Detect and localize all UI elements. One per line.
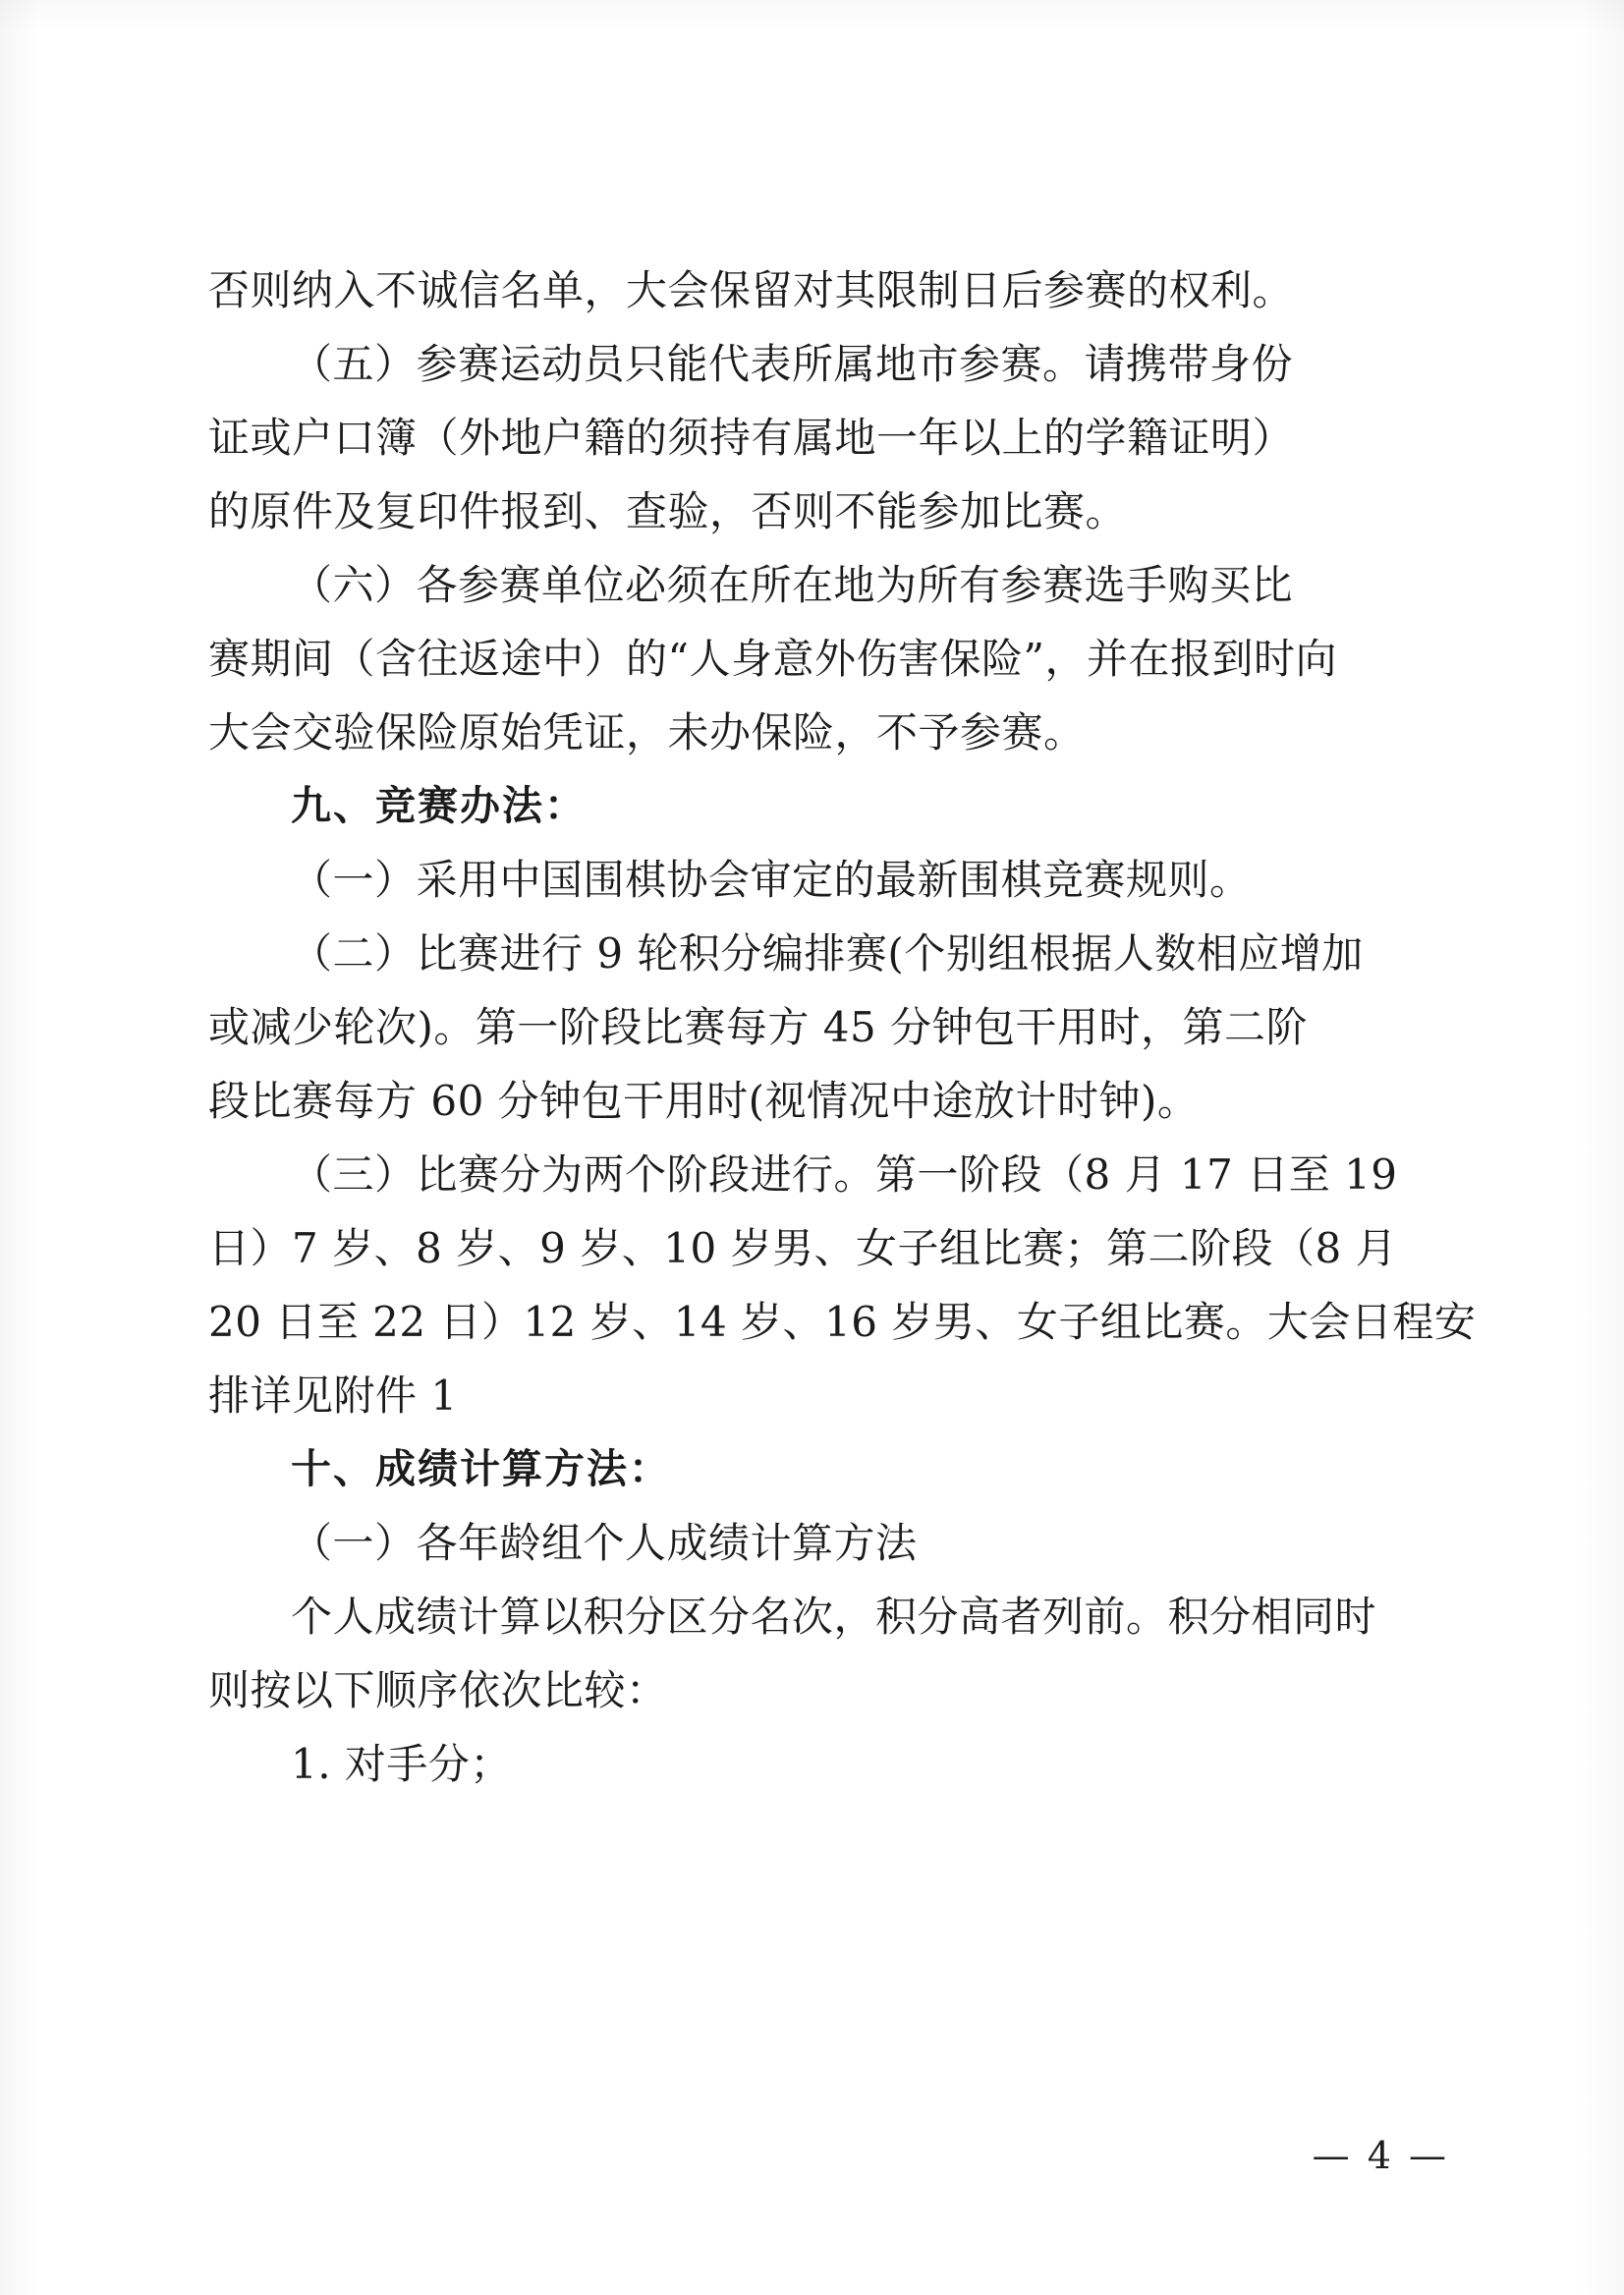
text-line: （一）各年龄组个人成绩计算方法 <box>291 1519 918 1567</box>
text-line: 个人成绩计算以积分区分名次，积分高者列前。积分相同时 <box>291 1593 1377 1641</box>
page-body <box>208 253 1477 1801</box>
text-line: 日）7 岁、8 岁、9 岁、10 岁男、女子组比赛；第二阶段（8 月 <box>208 1224 1398 1272</box>
text-line: （六）各参赛单位必须在所在地为所有参赛选手购买比 <box>291 561 1294 609</box>
text-line: 排详见附件 1 <box>208 1371 458 1420</box>
text-line: 证或户口簿（外地户籍的须持有属地一年以上的学籍证明） <box>208 414 1295 462</box>
text-line: 或减少轮次)。第一阶段比赛每方 45 分钟包干用时，第二阶 <box>208 1003 1309 1051</box>
text-line: （三）比赛分为两个阶段进行。第一阶段（8 月 17 日至 19 <box>291 1150 1398 1199</box>
text-line: 大会交验保险原始凭证，未办保险，不予参赛。 <box>208 708 1086 756</box>
text-line: （二）比赛进行 9 轮积分编排赛(个别组根据人数相应增加 <box>291 929 1364 978</box>
text-line: 的原件及复印件报到、查验，否则不能参加比赛。 <box>208 487 1128 535</box>
heading-line: 九、竞赛办法： <box>291 782 587 829</box>
text-line: 1. 对手分； <box>291 1740 512 1788</box>
heading-line: 十、成绩计算方法： <box>291 1445 671 1492</box>
text-line: 则按以下顺序依次比较： <box>208 1666 668 1714</box>
text-line: 段比赛每方 60 分钟包干用时(视情况中途放计时钟)。 <box>208 1077 1200 1125</box>
text-line: 20 日至 22 日）12 岁、14 岁、16 岁男、女子组比赛。大会日程安 <box>208 1298 1477 1346</box>
page-number: — 4 — <box>1312 2134 1449 2177</box>
text-line: （五）参赛运动员只能代表所属地市参赛。请携带身份 <box>291 340 1294 388</box>
text-line: 否则纳入不诚信名单，大会保留对其限制日后参赛的权利。 <box>208 266 1295 314</box>
text-line: （一）采用中国围棋协会审定的最新围棋竞赛规则。 <box>291 856 1252 904</box>
text-line: 赛期间（含往返途中）的“人身意外伤害保险”，并在报到时向 <box>208 635 1337 683</box>
